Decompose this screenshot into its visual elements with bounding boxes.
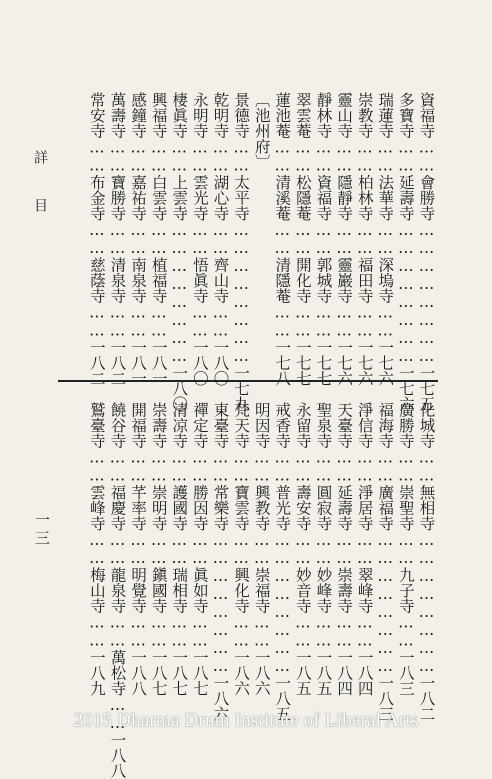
watermark: 2015 Dharma Drum Institute of Liberal Arts xyxy=(73,710,419,731)
upper-entry-column: 蓮池菴……清溪菴……清隱菴……一七八 xyxy=(273,92,292,386)
lower-entry-column: 梵天寺……寶雲寺……興化寺……一八六 xyxy=(232,402,251,696)
lower-entry-column: 開福寺……芊率寺……明覺寺……一八八 xyxy=(129,402,148,696)
upper-entry-column: 〔池州府〕 xyxy=(252,92,271,170)
lower-entry-column: 崇壽寺……崇明寺……鎭國寺……一八七 xyxy=(149,402,168,696)
register-divider xyxy=(58,380,438,382)
lower-entry-column: 聖泉寺……圓寂寺……妙峰寺……一八五 xyxy=(314,402,333,696)
lower-entry-column: 戒香寺……普光寺……………………一八五 xyxy=(273,402,292,722)
upper-entry-column: 瑞蓮寺……法華寺……深塢寺……一七六 xyxy=(376,92,395,386)
upper-entry-column: 乾明寺……湖心寺……齊山寺……一八〇 xyxy=(211,92,230,386)
margin-title: 詳目 xyxy=(32,150,48,246)
upper-entry-column: 資福寺……會勝寺……………………一七五 xyxy=(417,92,436,412)
upper-entry-column: 崇教寺……柏林寺……福田寺……一七六 xyxy=(355,92,374,386)
lower-entry-column: 福海寺……廣福寺……………………一八三 xyxy=(376,402,395,722)
upper-entry-column: 萬壽寺……寶勝寺……清泉寺……一八二 xyxy=(108,92,127,386)
upper-entry-column: 景德寺……太平寺……………………一七九 xyxy=(232,92,251,412)
lower-entry-column: 天臺寺……延壽寺……崇壽寺……一八四 xyxy=(335,402,354,696)
lower-entry-column: 廣勝寺……崇聖寺……九子寺……一八三 xyxy=(396,402,415,696)
upper-entry-column: 棲眞寺……上雲寺……………………一八〇 xyxy=(170,92,189,412)
upper-entry-column: 興福寺……白雲寺……植福寺……一八一 xyxy=(149,92,168,386)
lower-entry-column: 永留寺……壽安寺……妙音寺……一八五 xyxy=(293,402,312,696)
lower-entry-column: 禪定寺……勝因寺……眞如寺……一八七 xyxy=(190,402,209,696)
upper-entry-column: 常安寺……布金寺……慈蔭寺……一八二 xyxy=(87,92,106,386)
upper-entry-column: 靜林寺……資福寺……郭城寺……一七七 xyxy=(314,92,333,386)
upper-entry-column: 多寶寺……延壽寺……………………一七六 xyxy=(396,92,415,412)
lower-entry-column: 東臺寺……常樂寺……………………一八六 xyxy=(211,402,230,722)
lower-entry-column: 饒谷寺……福慶寺……龍泉寺……萬松寺……一八八 xyxy=(108,402,127,779)
upper-entry-column: 靈山寺……隱靜寺……靈巖寺……一七六 xyxy=(335,92,354,386)
upper-entry-column: 感鐘寺……嘉祐寺……南泉寺……一八一 xyxy=(129,92,148,386)
upper-entry-column: 永明寺……雲光寺……悟眞寺……一八〇 xyxy=(190,92,209,386)
folio-page-number: 一三 xyxy=(33,512,51,548)
lower-entry-column: 清凉寺……護國寺……瑞相寺……一八七 xyxy=(170,402,189,696)
upper-entry-column: 翠雲菴……松隱菴……開化寺……一七七 xyxy=(293,92,312,386)
lower-entry-column: 淨信寺……淨居寺……翠峰寺……一八四 xyxy=(355,402,374,696)
lower-entry-column: 化城寺……無相寺……………………一八二 xyxy=(417,402,436,722)
lower-entry-column: 明因寺……興教寺……崇福寺……一八六 xyxy=(252,402,271,696)
lower-entry-column: 鷲臺寺……雲峰寺……梅山寺……一八九 xyxy=(87,402,106,696)
